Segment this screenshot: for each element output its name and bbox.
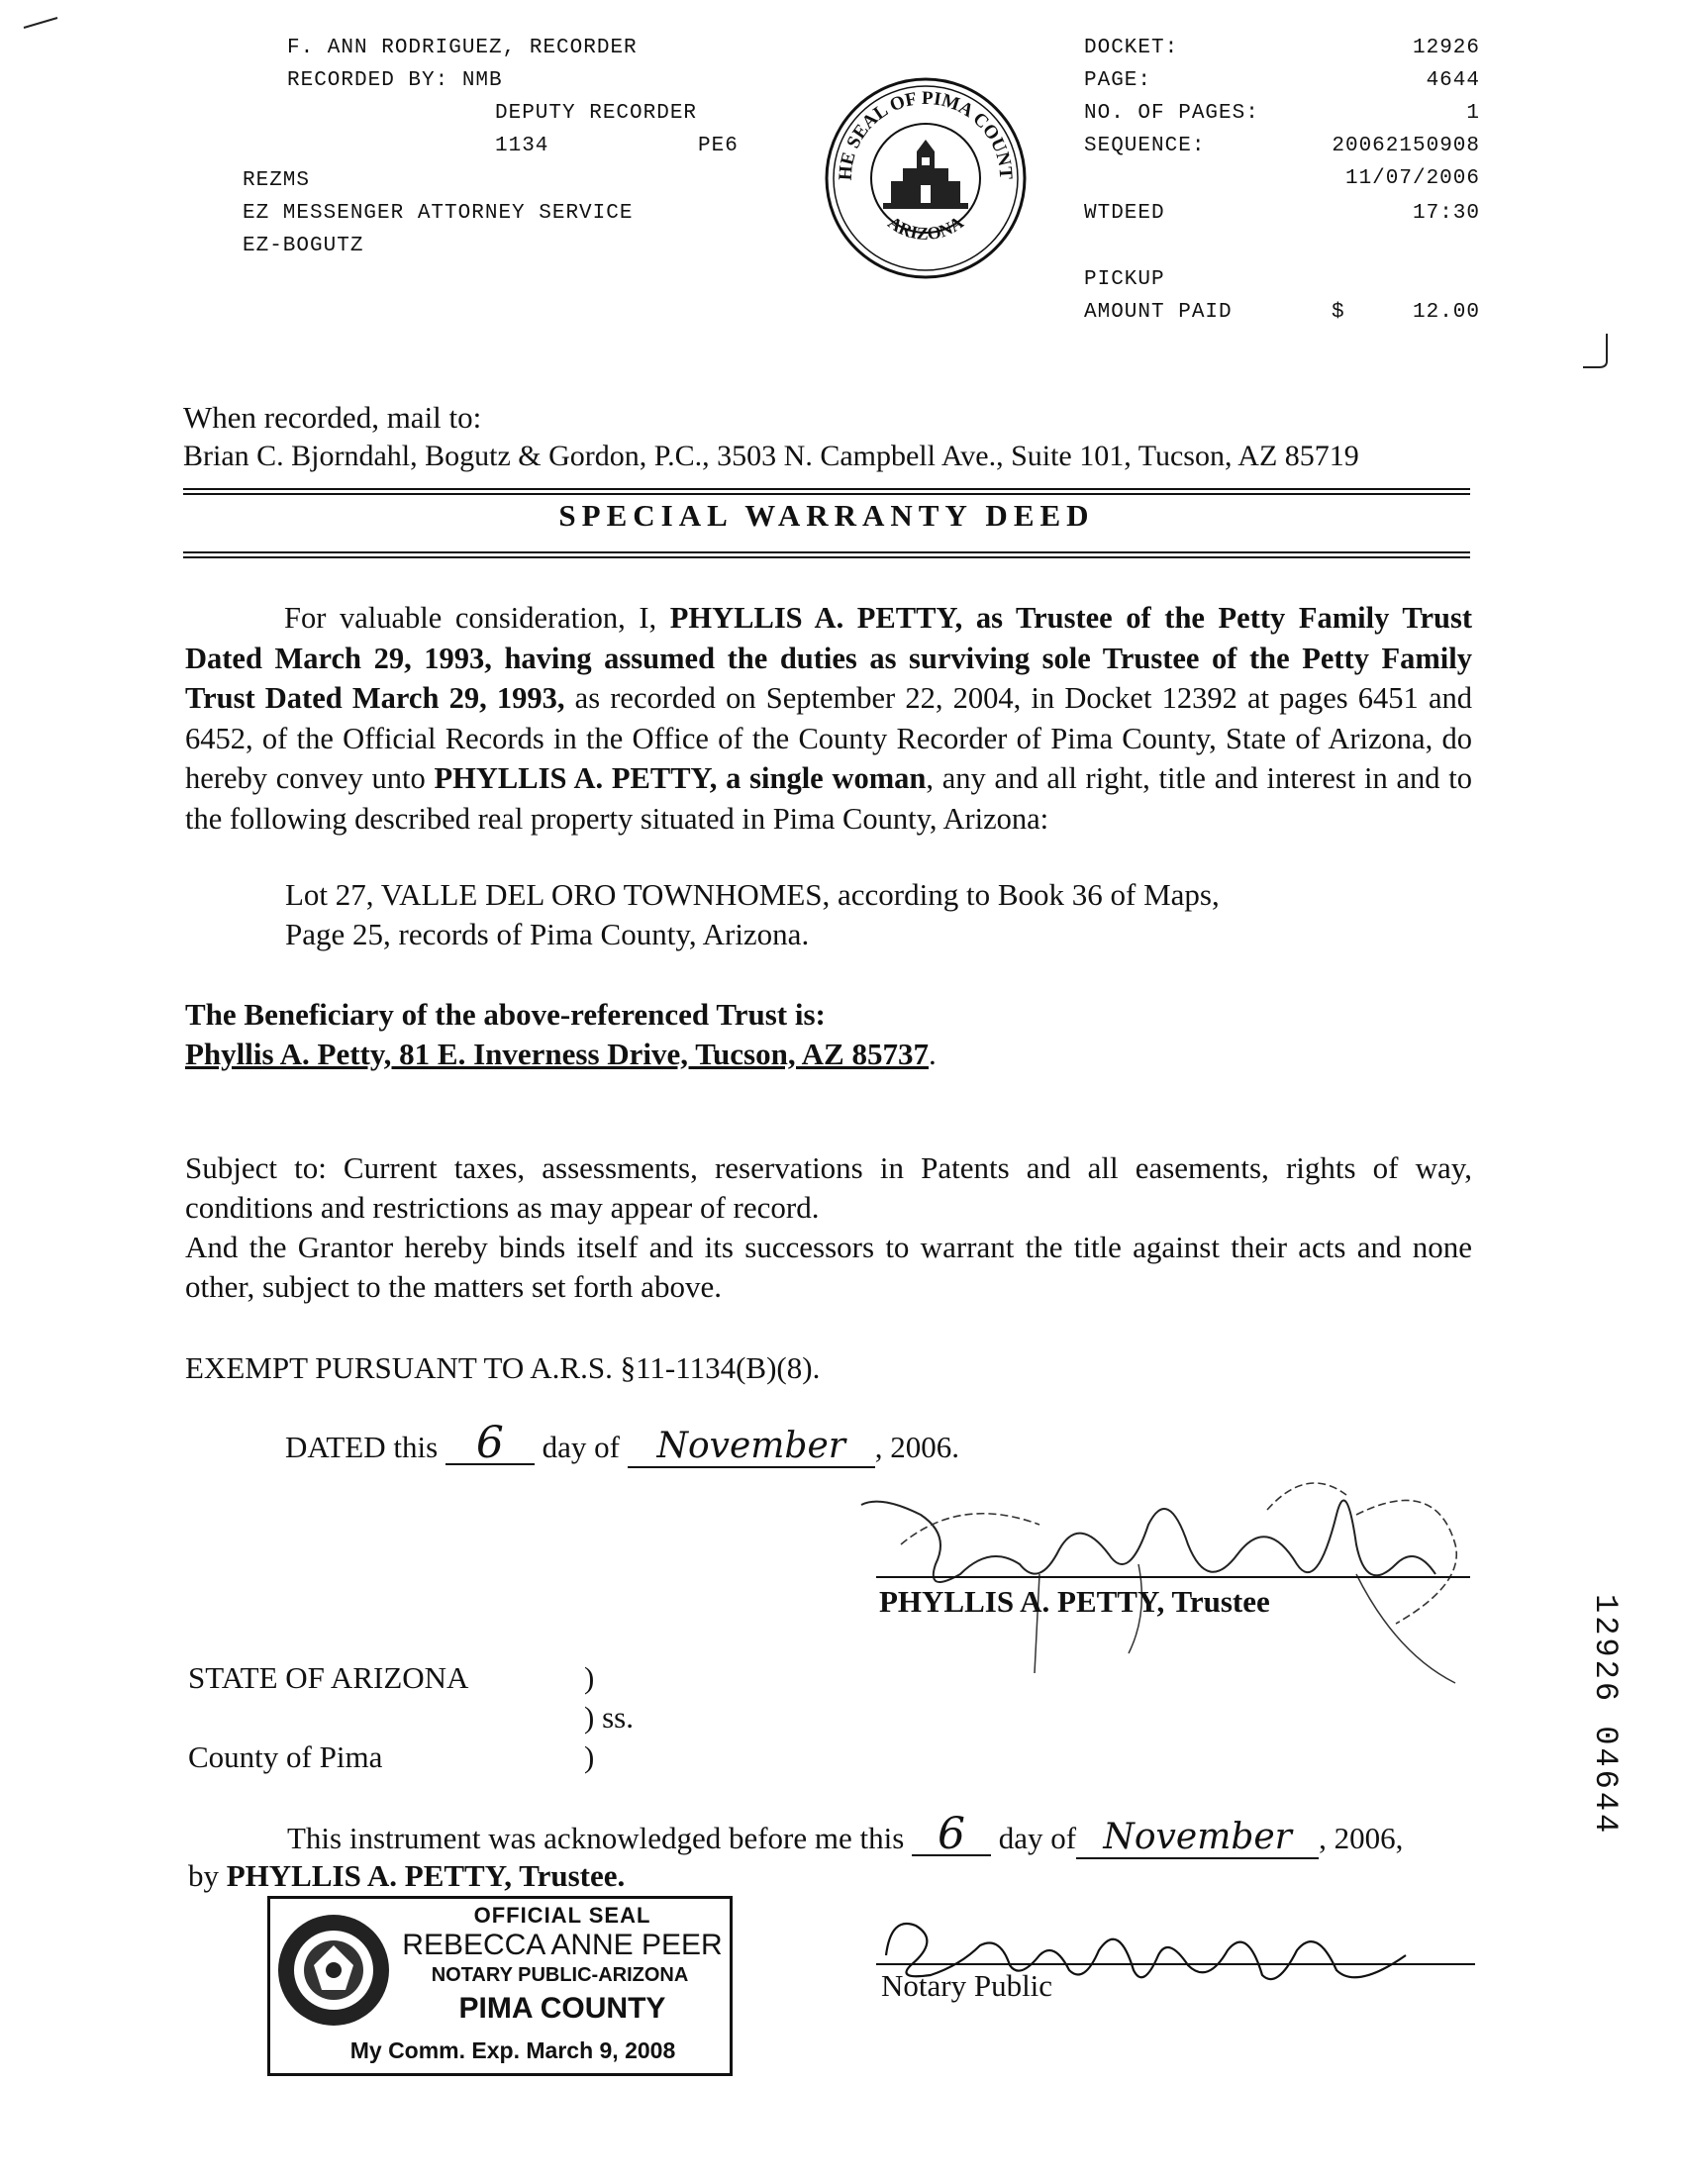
- recorder-code-b: PE6: [698, 135, 739, 157]
- svg-text:THE SEAL OF PIMA COUNTY: HE SEAL OF PIMA COUNT: [835, 87, 1017, 181]
- corner-mark-top-left: [22, 12, 61, 32]
- recording-values: [1188, 32, 1480, 324]
- title-rule-top-1: [183, 488, 1470, 490]
- grantee-name: PHYLLIS A. PETTY, a single woman: [434, 761, 927, 795]
- amount-label: AMOUNT PAID: [1084, 301, 1233, 324]
- ack-month: November: [1076, 1818, 1319, 1859]
- ack-day: 6: [912, 1815, 991, 1856]
- ack-prefix: This instrument was acknowledged before me this: [287, 1821, 905, 1855]
- ack-by-name: PHYLLIS A. PETTY, Trustee.: [226, 1858, 626, 1893]
- notary-seal-line3: NOTARY PUBLIC-ARIZONA: [431, 1964, 689, 1986]
- deed-title: SPECIAL WARRANTY DEED: [558, 498, 1095, 533]
- pages-label: NO. OF PAGES:: [1084, 102, 1259, 125]
- dated-prefix: DATED this: [285, 1430, 439, 1464]
- date-value: 11/07/2006: [1344, 167, 1480, 190]
- page-value: 4644: [1426, 69, 1480, 92]
- ack-by-prefix: by: [188, 1858, 227, 1893]
- pickup-label: PICKUP: [1084, 268, 1165, 291]
- dated-year: , 2006.: [874, 1430, 959, 1464]
- notary-seal-line4: PIMA COUNTY: [458, 1992, 666, 2025]
- dated-mid: day of: [542, 1430, 620, 1464]
- margin-stamp: 12926 04644: [1587, 1594, 1624, 1837]
- notary-seal-line5: My Comm. Exp. March 9, 2008: [349, 2037, 676, 2063]
- pages-value: 1: [1466, 102, 1480, 125]
- venue-state: STATE OF ARIZONA: [188, 1660, 469, 1695]
- mail-to-label: When recorded, mail to:: [183, 400, 482, 435]
- notary-seal-line1: OFFICIAL SEAL: [473, 1903, 651, 1928]
- title-rule-top-2: [183, 493, 1470, 495]
- recorder-name: F. ANN RODRIGUEZ, RECORDER: [287, 37, 638, 59]
- conveyance-end: , any and all right, title and interest in and to the following described real property situated in Pima County, Arizona:: [185, 761, 1472, 836]
- notary-seal-emblem: [274, 1911, 393, 2030]
- beneficiary-value: Phyllis A. Petty, 81 E. Inverness Drive, Tucson, AZ 85737: [185, 1037, 929, 1071]
- company-name: EZ MESSENGER ATTORNEY SERVICE: [243, 202, 634, 225]
- recorded-by: RECORDED BY: NMB: [287, 69, 503, 92]
- venue-ss: ) ss.: [584, 1700, 634, 1735]
- beneficiary-line: [185, 1035, 937, 1074]
- amount-value: 12.00: [1412, 301, 1480, 324]
- ack-year: , 2006,: [1319, 1821, 1404, 1855]
- grantor-signature-line: [876, 1576, 1470, 1578]
- notary-seal-stamp: [267, 1896, 733, 2076]
- company-code: REZMS: [243, 169, 311, 192]
- page-label: PAGE:: [1084, 69, 1152, 92]
- sequence-value: 20062150908: [1332, 135, 1480, 157]
- company-short: EZ-BOGUTZ: [243, 235, 364, 257]
- dated-month: November: [628, 1427, 875, 1468]
- svg-text:ARIZONA: ARIZONA: [884, 212, 967, 245]
- acknowledgment-by: [188, 1856, 625, 1896]
- venue-paren-1: ): [584, 1660, 595, 1695]
- currency-sign: $: [1332, 301, 1345, 324]
- dated-day: 6: [445, 1424, 535, 1465]
- type-label: WTDEED: [1084, 202, 1165, 225]
- beneficiary-label: The Beneficiary of the above-referenced Trust is:: [185, 997, 826, 1032]
- subject-to-clause: Subject to: Current taxes, assessments, reservations in Patents and all easements, rights of way, conditions and restrictions as may appear of record.: [185, 1150, 1472, 1225]
- beneficiary-period: .: [928, 1037, 937, 1071]
- notary-signature-line: [876, 1963, 1475, 1965]
- venue-county: County of Pima: [188, 1739, 383, 1774]
- sequence-label: SEQUENCE:: [1084, 135, 1206, 157]
- corner-mark-right: [1579, 332, 1619, 371]
- acknowledgment-line: [287, 1809, 1404, 1859]
- conveyance-intro: For valuable consideration, I,: [284, 601, 670, 635]
- recorder-code-a: 1134: [495, 135, 549, 157]
- docket-label: DOCKET:: [1084, 37, 1179, 59]
- ack-mid: day of: [998, 1821, 1077, 1855]
- grantor-name: PHYLLIS A. PETTY, as Trustee of the Petty Family Trust Dated March 29, 1993, having assumed the duties as surviving sole Trustee of the Petty Family Trust Dated March 29, 1993,: [185, 601, 1472, 715]
- grantor-printed-name: PHYLLIS A. PETTY, Trustee: [879, 1584, 1270, 1619]
- warranty-clause: And the Grantor hereby binds itself and its successors to warrant the title against their acts and none other, subject to the matters set forth above.: [185, 1230, 1472, 1304]
- exempt-statement: EXEMPT PURSUANT TO A.R.S. §11-1134(B)(8).: [185, 1350, 821, 1385]
- conveyance-mid: as recorded on September 22, 2004, in Docket 12392 at pages 6451 and 6452, of the Official Records in the Office of the County Recorder of Pima County, State of Arizona, do hereby convey unto: [185, 681, 1473, 795]
- time-value: 17:30: [1412, 202, 1480, 225]
- notary-public-label: Notary Public: [881, 1968, 1053, 2003]
- conveyance-paragraph: [185, 598, 1472, 839]
- venue-paren-2: ): [584, 1739, 595, 1774]
- notary-seal-line2: REBECCA ANNE PEER: [402, 1929, 723, 1961]
- deputy-recorder: DEPUTY RECORDER: [495, 102, 698, 125]
- title-rule-bottom-2: [183, 556, 1470, 558]
- pima-county-seal: [822, 74, 1030, 282]
- title-rule-bottom-1: [183, 551, 1470, 553]
- mail-to-address: Brian C. Bjorndahl, Bogutz & Gordon, P.C., 3503 N. Campbell Ave., Suite 101, Tucson, AZ 85719: [183, 440, 1359, 472]
- grantor-signature: [841, 1455, 1485, 1703]
- legal-description-line2: Page 25, records of Pima County, Arizona.: [285, 917, 810, 951]
- legal-description-line1: Lot 27, VALLE DEL ORO TOWNHOMES, according to Book 36 of Maps,: [285, 877, 1220, 912]
